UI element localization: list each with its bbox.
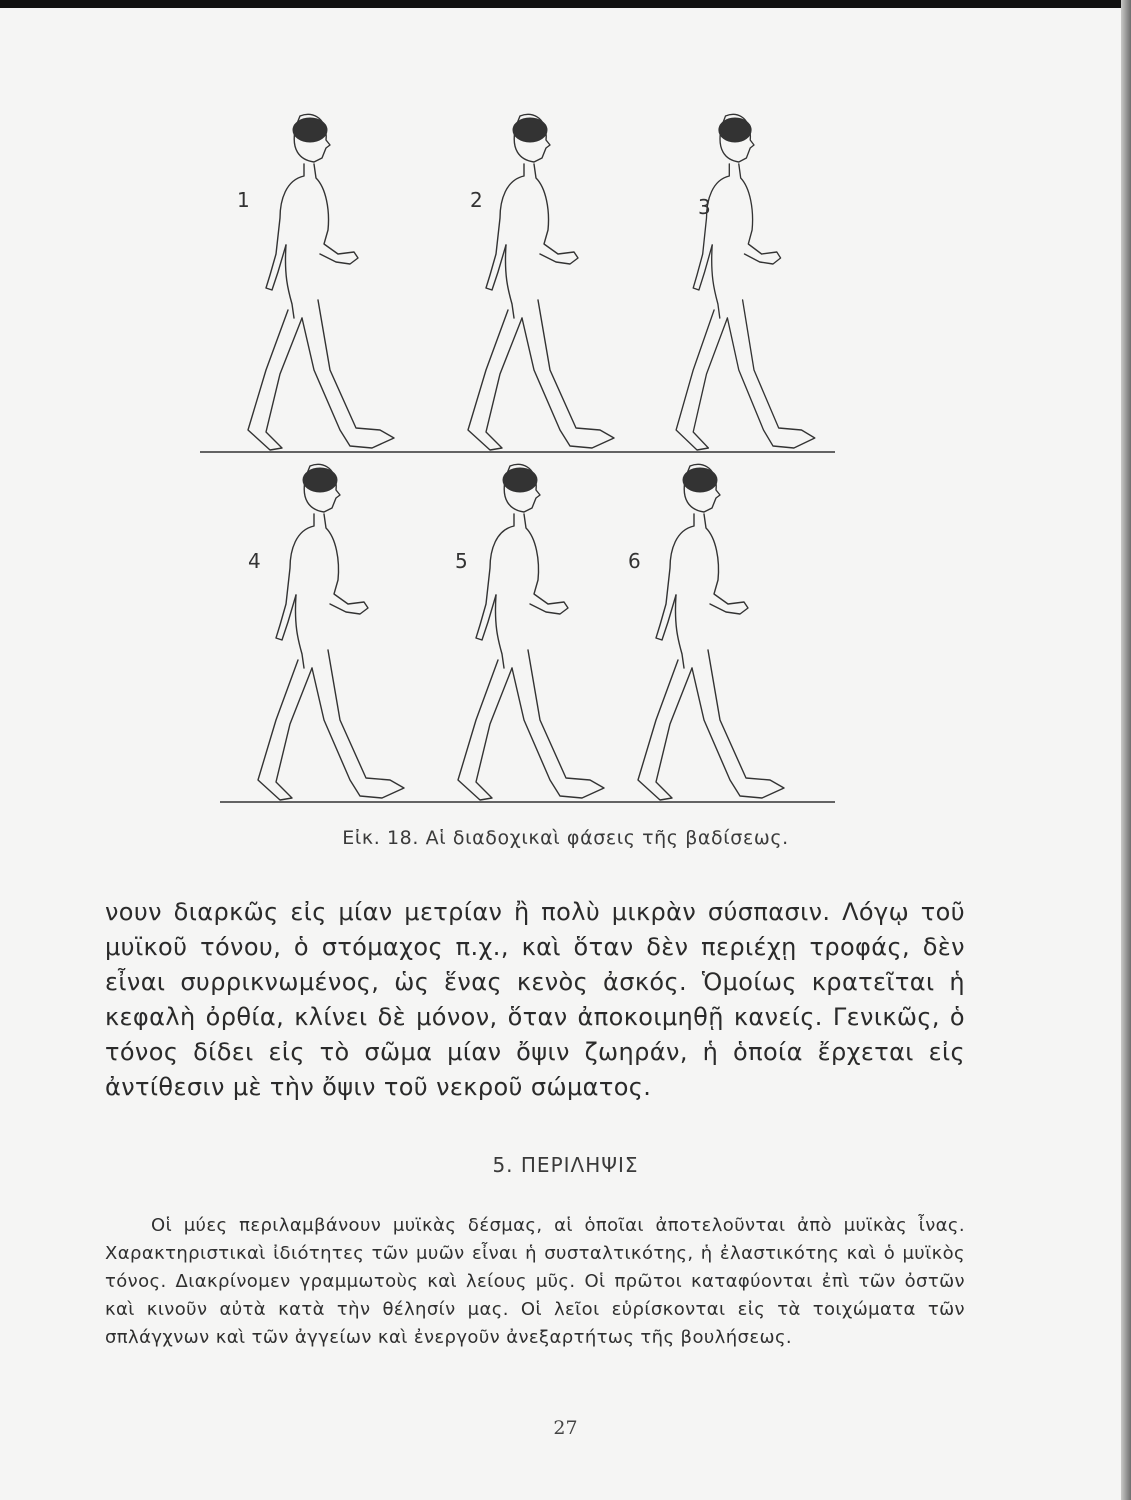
phase-label-4: 4 bbox=[248, 549, 261, 573]
walker-phase-3 bbox=[676, 114, 815, 450]
summary-paragraph-text: Οἱ μύες περιλαμβάνουν μυϊκὰς δέσμας, αἱ ὁποῖαι ἀποτελοῦνται ἀπὸ μυϊκὰς ἶνας. Χαρακτηριστικαὶ ἰδιότητες τῶν μυῶν εἶναι ἡ συσταλτικότης, ἡ ἐλαστικότης καὶ ὁ μυϊκὸς τόνος. Διακρίνομεν γραμμωτοὺς καὶ λείους μῦς. Οἱ πρῶτοι καταφύονται ἐπὶ τῶν ὀστῶν καὶ κινοῦν αὐτὰ κατὰ τὴν θέλησίν μας. Οἱ λεῖοι εὑρίσκονται εἰς τὰ τοιχώματα τῶν σπλάγχνων καὶ τῶν ἀγγείων καὶ ἐνεργοῦν ἀνεξαρτήτως τῆς βουλήσεως. bbox=[105, 1215, 965, 1348]
walker-phase-2 bbox=[468, 114, 614, 450]
page-number: 27 bbox=[553, 1417, 578, 1439]
phase-label-6: 6 bbox=[628, 549, 641, 573]
summary-paragraph bbox=[105, 1212, 965, 1352]
page-edge-top bbox=[0, 0, 1131, 8]
walker-phase-1 bbox=[248, 114, 394, 450]
phase-label-2: 2 bbox=[470, 188, 483, 212]
figure-caption: Εἰκ. 18. Αἱ διαδοχικαὶ φάσεις τῆς βαδίσεως. bbox=[342, 827, 789, 849]
body-paragraph-text: νουν διαρκῶς εἰς μίαν μετρίαν ἢ πολὺ μικρὰν σύσπασιν. Λόγῳ τοῦ μυϊκοῦ τόνου, ὁ στόμαχος π.χ., καὶ ὅταν δὲν περιέχῃ τροφάς, δὲν εἶναι συρρικνωμένος, ὡς ἕνας κενὸς ἀσκός. Ὁμοίως κρατεῖται ἡ κεφαλὴ ὀρθία, κλίνει δὲ μόνον, ὅταν ἀποκοιμηθῇ κανείς. Γενικῶς, ὁ τόνος δίδει εἰς τὸ σῶμα μίαν ὄψιν ζωηράν, ἡ ὁποία ἔρχεται εἰς ἀντίθεσιν μὲ τὴν ὄψιν τοῦ νεκροῦ σώματος. bbox=[105, 898, 965, 1101]
phase-label-1: 1 bbox=[237, 188, 250, 212]
walker-phase-6 bbox=[638, 464, 784, 800]
walking-phases-drawing bbox=[180, 95, 850, 815]
phase-label-5: 5 bbox=[455, 549, 468, 573]
page-edge-right bbox=[1121, 0, 1131, 1500]
body-paragraph bbox=[105, 895, 965, 1105]
walker-phase-4 bbox=[258, 464, 404, 800]
walker-phase-5 bbox=[458, 464, 604, 800]
phase-label-3: 3 bbox=[698, 195, 711, 219]
section-heading: 5. ΠΕΡΙΛΗΨΙΣ bbox=[492, 1153, 639, 1177]
walking-phases-figure bbox=[180, 95, 850, 815]
